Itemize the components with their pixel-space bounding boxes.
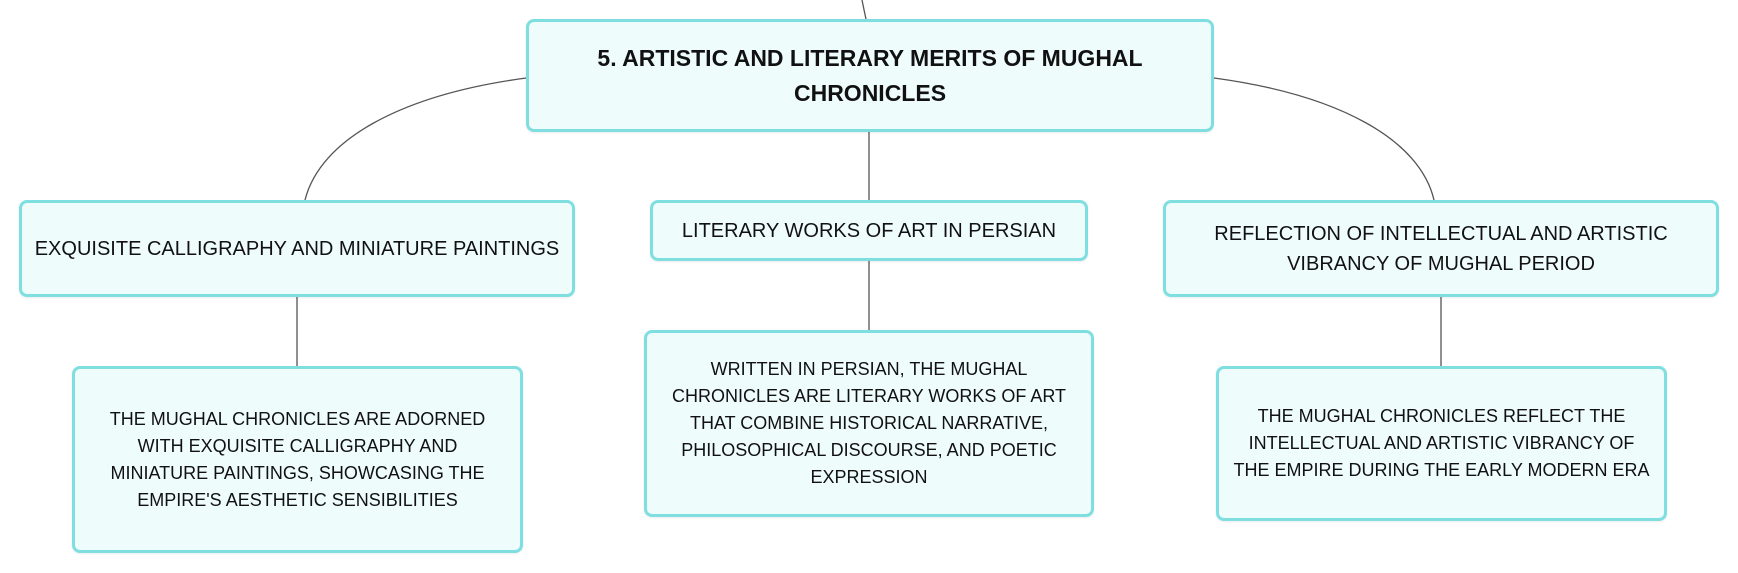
detail-node-vibrancy[interactable] xyxy=(1216,366,1667,521)
root-topic-label: 5. ARTISTIC AND LITERARY MERITS OF MUGHAL CHRONICLES xyxy=(597,44,1143,106)
branch-node-vibrancy[interactable] xyxy=(1163,200,1719,297)
detail-node-literary-works[interactable] xyxy=(644,330,1094,517)
branch-label-vibrancy: REFLECTION OF INTELLECTUAL AND ARTISTIC VIBRANCY OF MUGHAL PERIOD xyxy=(1214,222,1668,275)
branch-label-literary-works: LITERARY WORKS OF ART IN PERSIAN xyxy=(681,219,1057,242)
detail-text-vibrancy: THE MUGHAL CHRONICLES REFLECT THE INTELLECTUAL AND ARTISTIC VIBRANCY OF THE EMPIRE DURING THE EARLY MODERN ERA xyxy=(1233,406,1650,480)
branch-node-calligraphy[interactable] xyxy=(19,200,575,297)
root-topic-node[interactable] xyxy=(526,19,1214,132)
connector-root-to-left-branch xyxy=(305,78,526,200)
detail-node-calligraphy[interactable] xyxy=(72,366,523,553)
branch-label-calligraphy: EXQUISITE CALLIGRAPHY AND MINIATURE PAINTINGS xyxy=(34,237,560,260)
detail-text-literary-works: WRITTEN IN PERSIAN, THE MUGHAL CHRONICLES ARE LITERARY WORKS OF ART THAT COMBINE HISTORICAL NARRATIVE, PHILOSOPHICAL DISCOURSE, AND POETIC EXPRESSION xyxy=(671,359,1067,487)
connector-root-to-right-branch xyxy=(1214,78,1434,200)
branch-node-literary-works[interactable] xyxy=(650,200,1088,261)
connector-parent-to-root xyxy=(862,0,866,19)
detail-text-calligraphy: THE MUGHAL CHRONICLES ARE ADORNED WITH EXQUISITE CALLIGRAPHY AND MINIATURE PAINTINGS, SHOWCASING THE EMPIRE'S AESTHETIC SENSIBILITIES xyxy=(109,408,486,510)
